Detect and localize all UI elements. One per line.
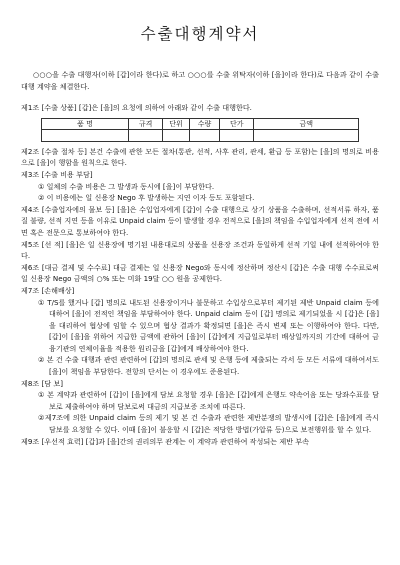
article-3: 제3조 [수출 비용 부담]	[21, 169, 93, 179]
article-1: 제1조 [수출 상품] [갑]은 [을]의 요청에 의하여 아래와 같이 수출 대행한다.	[21, 103, 252, 113]
article-8: 제8조 [담 보]	[21, 378, 63, 388]
article-9: 제9조 [우선적 효력] [갑]과 [을]간의 권리의무 관계는 이 계약과 관련하여 작성되는 제반 부속	[21, 436, 310, 446]
article-3-clause-2: ② 이 비용에는 일 신용장 Nego 후 발생하는 지연 이자 등도 포함된다.	[38, 193, 255, 203]
article-8-clause-2: ②제7조에 의한 Unpaid claim 등의 제기 및 본 건 수출과 관련한 제반분쟁의 발생시에 [갑]은 [을]에게 즉시 담보를 요청할 수 있다. 이때 [을]이 불응할 시 [갑]은 적당한 방법(가압류 등)으로 보전행위를 할 수 있다.	[38, 413, 379, 435]
article-8-clause-1: ① 본 계약과 관련하여 [갑]이 [을]에게 담보 요청할 경우 [을]은 [갑]에게 은행도 약속어음 또는 당좌수표를 담보로 제출하여야 하며 담보로써 대금의 지급보증 조치에 따른다.	[38, 390, 379, 411]
goods-header-quantity: 수량	[189, 118, 219, 130]
goods-cell	[163, 130, 190, 142]
article-6: 제6조 [대금 결제 및 수수료] 대금 결제는 일 신용장 Nego와 동시에 정산하며 정산시 [갑]은 수출 대행 수수료로써 일 신용장 Nego 금액의 ○% 또는 미화 19달 ○○ 원을 공제한다.	[21, 262, 379, 284]
goods-cell	[128, 130, 162, 142]
goods-table	[41, 118, 359, 142]
document-title: 수출대행계약서	[140, 25, 260, 43]
goods-table-header-row	[42, 118, 359, 130]
goods-header-amount: 금액	[254, 118, 359, 130]
goods-cell	[220, 130, 254, 142]
goods-cell	[42, 130, 129, 142]
article-7-clause-1: ① T/S를 했거나 [갑] 명의로 내도된 신용장이거나 불문하고 수입상으로부터 제기된 제반 Unpaid claim 등에 대하여 [을]이 전적인 책임을 부담하여야 한다. Unpaid claim 등이 [갑] 명의로 제기되었을 시 [갑]은 [을]을 대리하여 협상에 임할 수 있으며 협상 결과가 확정되면 [을]은 즉시 변제 또는 이행하여야 한다. 다만, [갑]이 [을]을 위하여 지급한 금액에 관하여 [을]이 [갑]에게 지급일로부터 배상일까지의 기간에 대하여 금융기관의 연체이율을 적용한 원리금을 [갑]에게 배상하여야 한다.	[38, 297, 379, 353]
goods-cell	[254, 130, 359, 142]
article-3-clause-1: ① 일체의 수출 비용은 그 발생과 동시에 [을]이 부담한다.	[38, 181, 215, 191]
goods-cell	[189, 130, 219, 142]
article-7-clause-2: ② 본 건 수출 대행과 관련 관련하여 [갑]의 명의로 관세 및 은행 등에 제출되는 각서 등 모든 서류에 대하여서도 [을]이 책임을 부담한다. 전항의 단서는 이 경우에도 준용된다.	[38, 355, 379, 377]
goods-header-name: 품 명	[42, 118, 129, 130]
article-2: 제2조 [수출 절차 등] 본건 수출에 관한 모든 절차(통관, 선적, 사후 관리, 관세, 환급 등 포함)는 [을]의 명의로 비용으로 [을]이 행함을 원칙으로 한다.	[21, 146, 379, 168]
intro-paragraph: ○○○을 수출 대행자(이하 [갑]이라 한다)로 하고 ○○○를 수출 위탁자(이하 [을]이라 한다)로 다음과 같이 수출 대행 계약을 체결한다.	[21, 70, 379, 91]
goods-header-spec: 규격	[128, 118, 162, 130]
article-7: 제7조 [손해배상]	[21, 285, 75, 295]
table-row	[42, 130, 359, 142]
article-4: 제4조 [수출업자에의 물보 등] [을]은 수입업자에게 [갑]이 수출 대행으로 상기 상품을 수출하며, 선적서류 하자, 품질 불량, 선적 지연 등을 이유로 Unpaid claim 등이 발생할 경우 전적으로 [을]의 책임을 수입업자에게 선적 전에 서면 혹은 전문으로 통보하여야 한다.	[21, 204, 379, 237]
article-5: 제5조 [선 적] [을]은 일 신용장에 명기된 내용대로의 상품을 신용장 조건과 동일하게 선적 기일 내에 선적하여야 한다.	[21, 239, 379, 261]
goods-header-unit: 단위	[163, 118, 190, 130]
goods-header-unit-price: 단가	[220, 118, 254, 130]
